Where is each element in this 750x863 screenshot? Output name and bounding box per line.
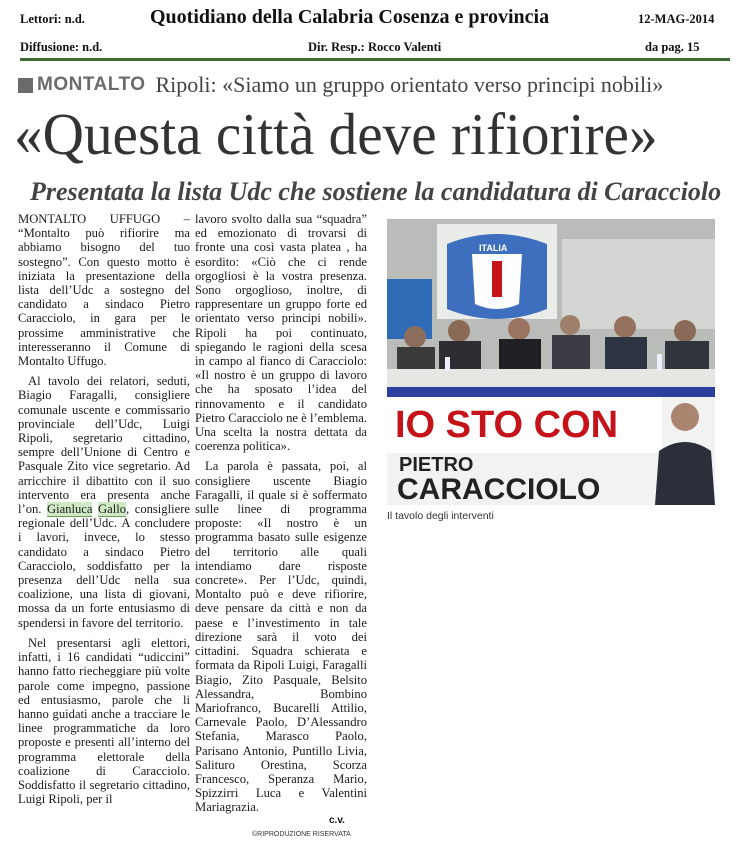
header-rule	[20, 58, 730, 61]
flag-text: ITALIA	[479, 243, 508, 253]
article-column-2	[195, 212, 367, 821]
highlighted-name: Gallo	[98, 502, 127, 517]
paragraph-text: , consigliere regionale dell’Udc. A concludere i lavori, invece, lo stesso candidato a sindaco Pietro Caracciolo, soddisfatto per la presenza dell’Udc nella sua coalizione, una lista di giovani, mossa da un forte entusiasmo di spendersi in favore del territorio.	[18, 502, 190, 630]
paragraph-text: Al tavolo dei relatori, seduti, Biagio Faragalli, consigliere comunale uscente e commissario provinciale dell’Udc, Luigi Ripoli, segretario cittadino, sempre dell’Unione di Centro e Pasquale Zito vice segretario. Ad arricchire il dibattito con il suo intervento era presenta anche l’on.	[18, 374, 190, 517]
section-square-icon	[18, 78, 33, 93]
event-photo-illustration	[387, 219, 715, 505]
banner-line-1: IO STO CON	[395, 404, 619, 446]
table-surface	[387, 369, 715, 387]
clipping-header	[0, 0, 750, 62]
readers-label: Lettori: n.d.	[20, 12, 85, 26]
candidate-portrait	[671, 403, 699, 431]
headline: «Questa città deve rifiorire»	[14, 101, 658, 167]
subheadline: Presentata la lista Udc che sostiene la candidatura di Caracciolo	[30, 177, 722, 206]
director-label: Dir. Resp.: Rocco Valenti	[308, 40, 442, 54]
distribution-label: Diffusione: n.d.	[20, 40, 103, 54]
reproduction-notice: ©RIPRODUZIONE RISERVATA	[252, 831, 351, 838]
article-photo	[387, 219, 715, 505]
publication-name: Quotidiano della Calabria Cosenza e provincia	[150, 6, 550, 28]
article-column-1	[18, 212, 190, 812]
page-reference: da pag. 15	[645, 40, 700, 54]
banner-line-2: PIETRO	[399, 454, 474, 476]
paragraph	[18, 374, 190, 630]
author-signature: c.v.	[329, 815, 345, 826]
section-tag: MONTALTO	[37, 74, 146, 95]
paragraph: La parola è passata, poi, al consigliere uscente Biagio Faragalli, il quale si è soffermato sulle linee di programma proposte: «Il nostro è un programma basato sulle esigenze del territorio alle quali intendiamo dare risposte concrete». Per l’Udc, quindi, Montalto può e deve rifiorire, deve pensare da città e non da paese e l’investimento in tale direzione sarà il voto dei cittadini. Squadra schierata e formata da Ripoli Luigi, Faragalli Biagio, Zito Pasquale, Belsito Alessandra, Bombino Mariofranco, Bucarelli Attilio, Carnevale Paolo, D’Alessandro Stefania, Marasco Paolo, Parisano Antonio, Puntillo Livia, Salituro Orestina, Scorza Francesco, Speranza Mario, Spizzirri Luca e Valentini Mariagrazia.	[195, 459, 367, 815]
photo-caption: Il tavolo degli interventi	[387, 510, 494, 522]
paragraph: lavoro svolto dalla sua “squadra” ed emozionato di trovarsi di fronte una così vasta platea , ha esordito: «Ciò che ci rende orgogliosi è la vostra presenza. Sono orgoglioso, inoltre, di rappresentare un gruppo forte ed orientato verso principi nobili». Ripoli ha poi continuato, spiegando le ragioni della scesa in campo al fianco di Caracciolo: «Il nostro è un gruppo di lavoro che ha sposato l’idea del rinnovamento e il candidato Pietro Caracciolo ne è l’emblema. Una scelta la nostra dettata da coerenza politica».	[195, 212, 367, 454]
issue-date: 12-MAG-2014	[638, 12, 715, 26]
article-kicker	[18, 72, 733, 98]
paragraph: Nel presentarsi agli elettori, infatti, i 16 candidati “udiccini” hanno fatto riecheggiare più volte parole come impegno, passione ed entusiasmo, parole che li hanno guidati anche a tracciare le linee programmatiche da loro proposte e presenti all’interno del programma elettorale della coalizione di Caracciolo. Soddisfatto il segretario cittadino, Luigi Ripoli, per il	[18, 635, 190, 807]
paragraph: MONTALTO UFFUGO – “Montalto può rifiorire ma abbiamo bisogno del tuo sostegno”. Con questo motto è iniziata la presentazione della lista dell’Udc a sostegno del candidato a sindaco Pietro Caracciolo, in gara per le prossime amministrative che interesseranno il Comune di Montalto Uffugo.	[18, 212, 190, 369]
banner-line-3: CARACCIOLO	[397, 473, 601, 505]
kicker-text: Ripoli: «Siamo un gruppo orientato verso principi nobili»	[155, 72, 664, 97]
highlighted-name: Gianluca	[47, 502, 93, 517]
